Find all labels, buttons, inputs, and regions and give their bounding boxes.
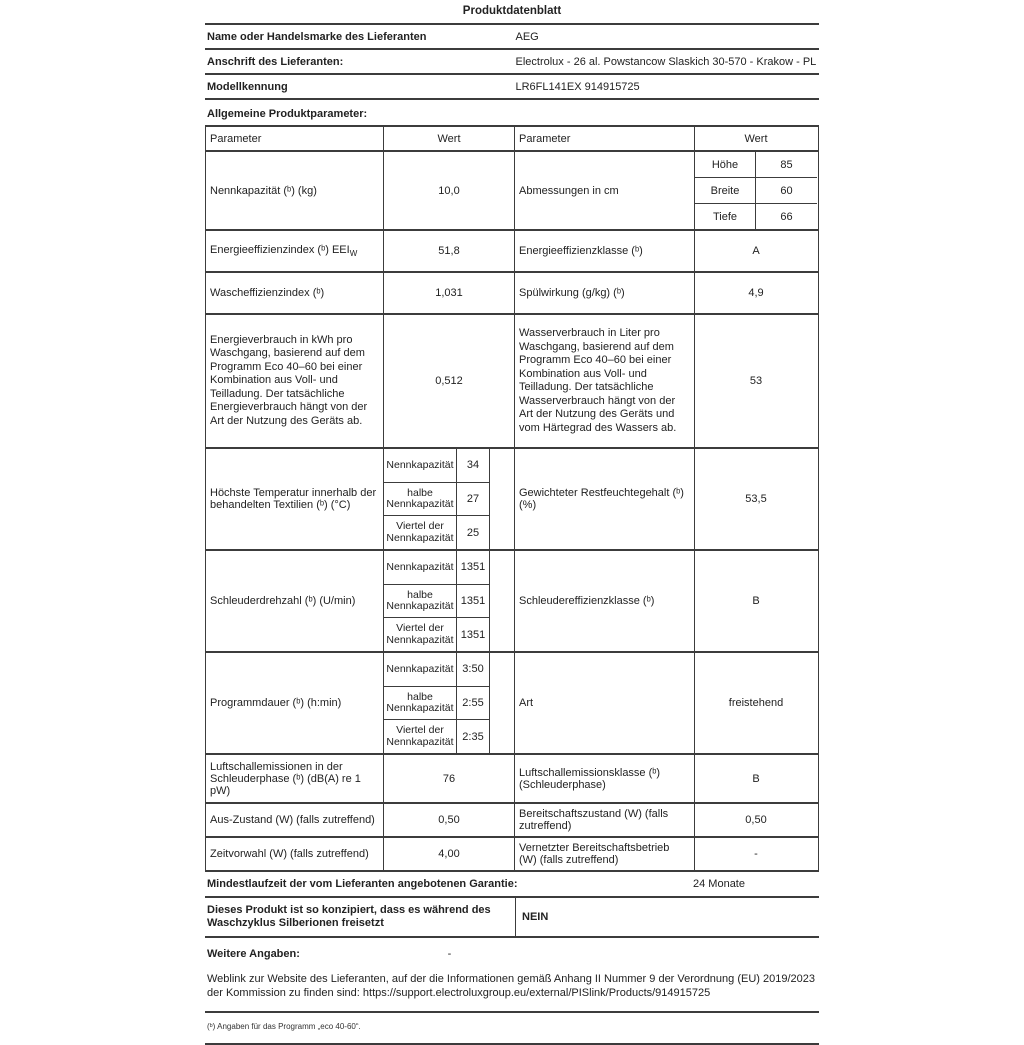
row-max-temperature xyxy=(206,447,818,549)
temperature-rated-row: Nennkapazität 34 xyxy=(384,449,489,482)
spin-rated-row: Nennkapazität 1351 xyxy=(384,551,489,584)
spin-speed-label: Schleuderdrehzahl (ᵇ) (U/min) xyxy=(210,595,356,607)
water-consumption-label: Wasserverbrauch in Liter pro Waschgang, basierend auf dem Programm Eco 40–60 bei einer Kombination aus Voll- und Teilladung. Der tatsächliche Wasserverbrauch hängt von der Art der Nutzung des Geräts und vom Härtegrad des Wassers ab. xyxy=(514,315,694,447)
duration-half-row: halbe Nennkapazität 2:55 xyxy=(384,686,489,720)
dimension-width-value: 60 xyxy=(755,178,817,203)
wash-index-value: 1,031 xyxy=(383,273,514,313)
noise-label: Luftschallemissionen in der Schleuderphase (ᵇ) (dB(A) re 1 pW) xyxy=(210,760,361,797)
temperature-half-row: halbe Nennkapazität 27 xyxy=(384,482,489,516)
table-header-row xyxy=(206,127,818,150)
row-wash-index xyxy=(206,271,818,313)
eei-subscript: W xyxy=(349,249,358,259)
warranty-row xyxy=(205,872,819,898)
duration-rated-row: Nennkapazität 3:50 xyxy=(384,653,489,686)
delay-start-label: Zeitvorwahl (W) (falls zutreffend) xyxy=(210,848,369,860)
type-label: Art xyxy=(514,653,694,753)
silver-ions-label: Dieses Produkt ist so konzipiert, dass es während des Waschzyklus Silberionen freisetzt xyxy=(207,903,491,929)
temperature-quarter-row: Viertel der Nennkapazität 25 xyxy=(384,515,489,549)
dimension-row-height xyxy=(695,152,817,177)
row-capacity-dimensions xyxy=(206,150,818,229)
spin-half-row: halbe Nennkapazität 1351 xyxy=(384,584,489,618)
rinse-value: 4,9 xyxy=(694,273,817,313)
section-heading: Allgemeine Produktparameter: xyxy=(207,108,368,120)
energy-consumption-value: 0,512 xyxy=(383,315,514,447)
dimension-height-label: Höhe xyxy=(711,158,739,171)
off-mode-label: Aus-Zustand (W) (falls zutreffend) xyxy=(210,814,375,826)
duration-subtable xyxy=(383,653,514,753)
parameters-table xyxy=(205,125,819,872)
noise-class-value: B xyxy=(694,755,817,802)
supplier-weblink-text: Weblink zur Website des Lieferanten, auf der die Informationen gemäß Anhang II Nummer 9 der Verordnung (EU) 2019/2023 der Kommission zu finden sind: https://support.electroluxgroup.eu/external/PISlink/Products/914915725 xyxy=(205,964,819,1013)
capacity-label: Nennkapazität (ᵇ) (kg) xyxy=(210,184,317,197)
warranty-label: Mindestlaufzeit der vom Lieferanten angebotenen Garantie: xyxy=(207,878,518,890)
datasheet xyxy=(205,0,819,1045)
max-temperature-label: Höchste Temperatur innerhalb der behandelten Textilien (ᵇ) (°C) xyxy=(210,487,377,511)
noise-value: 76 xyxy=(383,755,514,802)
networked-standby-label: Vernetzter Bereitschaftsbetrieb (W) (falls zutreffend) xyxy=(514,838,694,870)
energy-class-value: A xyxy=(694,231,817,271)
model-row xyxy=(205,75,819,100)
type-value: freistehend xyxy=(694,653,817,753)
duration-label: Programmdauer (ᵇ) (h:min) xyxy=(210,697,342,709)
header-wert-right: Wert xyxy=(694,127,817,150)
capacity-value: 10,0 xyxy=(383,152,514,229)
footnote: (ᵇ) Angaben für das Programm „eco 40-60“. xyxy=(205,1013,819,1045)
residual-moisture-value: 53,5 xyxy=(694,449,817,549)
dimension-height-value: 85 xyxy=(755,152,817,177)
row-spin-speed xyxy=(206,549,818,651)
off-mode-value: 0,50 xyxy=(383,804,514,836)
supplier-address-value: Electrolux - 26 al. Powstancow Slaskich 30-570 - Krakow - PL xyxy=(515,55,817,68)
supplier-name-label: Name oder Handelsmarke des Lieferanten xyxy=(207,30,427,43)
dimension-row-width xyxy=(695,177,817,203)
row-noise xyxy=(206,753,818,802)
header-parameter-left: Parameter xyxy=(210,132,262,145)
silver-ions-row xyxy=(205,898,819,938)
eei-label: Energieeffizienzindex (ᵇ) $EEI_W$ xyxy=(210,243,358,259)
wash-index-label: Wascheffizienzindex (ᵇ) xyxy=(210,287,325,299)
row-energy-water-consumption xyxy=(206,313,818,447)
temperature-subtable xyxy=(383,449,514,549)
row-delay-start xyxy=(206,836,818,870)
spin-quarter-row: Viertel der Nennkapazität 1351 xyxy=(384,617,489,651)
spin-speed-subtable xyxy=(383,551,514,651)
eei-value: 51,8 xyxy=(383,231,514,271)
duration-quarter-row: Viertel der Nennkapazität 2:35 xyxy=(384,719,489,753)
additional-info-row xyxy=(205,938,819,964)
standby-value: 0,50 xyxy=(694,804,817,836)
dimension-depth-value: 66 xyxy=(755,204,817,229)
additional-info-value: - xyxy=(447,948,452,960)
header-parameter-right: Parameter xyxy=(514,127,694,150)
row-off-mode xyxy=(206,802,818,836)
water-consumption-value: 53 xyxy=(694,315,817,447)
model-value: LR6FL141EX 914915725 xyxy=(515,80,640,93)
row-energy-efficiency xyxy=(206,229,818,271)
energy-class-label: Energieeffizienzklasse (ᵇ) xyxy=(514,231,694,271)
silver-ions-value: NEIN xyxy=(515,898,819,936)
standby-label: Bereitschaftszustand (W) (falls zutreffend) xyxy=(514,804,694,836)
networked-standby-value: - xyxy=(694,838,817,870)
delay-start-value: 4,00 xyxy=(383,838,514,870)
page-title: Produktdatenblatt xyxy=(205,0,819,25)
row-programme-duration xyxy=(206,651,818,753)
warranty-value: 24 Monate xyxy=(693,878,745,890)
rinse-label: Spülwirkung (g/kg) (ᵇ) xyxy=(514,273,694,313)
residual-moisture-label: Gewichteter Restfeuchtegehalt (ᵇ) (%) xyxy=(514,449,694,549)
spin-class-label: Schleudereffizienzklasse (ᵇ) xyxy=(514,551,694,651)
supplier-name-value: AEG xyxy=(515,30,539,43)
model-label: Modellkennung xyxy=(207,80,288,93)
noise-class-label: Luftschallemissionsklasse (ᵇ) (Schleuderphase) xyxy=(514,755,694,802)
additional-info-label: Weitere Angaben: xyxy=(207,948,300,960)
spin-class-value: B xyxy=(694,551,817,651)
energy-consumption-label: Energieverbrauch in kWh pro Waschgang, basierend auf dem Programm Eco 40–60 bei einer Kombination aus Voll- und Teilladung. Der tatsächliche Energieverbrauch hängt von der Art der Nutzung des Geräts ab. xyxy=(210,333,368,427)
supplier-name-row xyxy=(205,25,819,50)
dimension-width-label: Breite xyxy=(710,184,740,197)
dimensions-subtable xyxy=(694,152,817,229)
dimension-depth-label: Tiefe xyxy=(712,210,738,223)
dimension-row-depth xyxy=(695,203,817,229)
supplier-address-row xyxy=(205,50,819,75)
supplier-address-label: Anschrift des Lieferanten: xyxy=(207,55,344,68)
header-wert-left: Wert xyxy=(383,127,514,150)
dimensions-label: Abmessungen in cm xyxy=(514,152,694,229)
